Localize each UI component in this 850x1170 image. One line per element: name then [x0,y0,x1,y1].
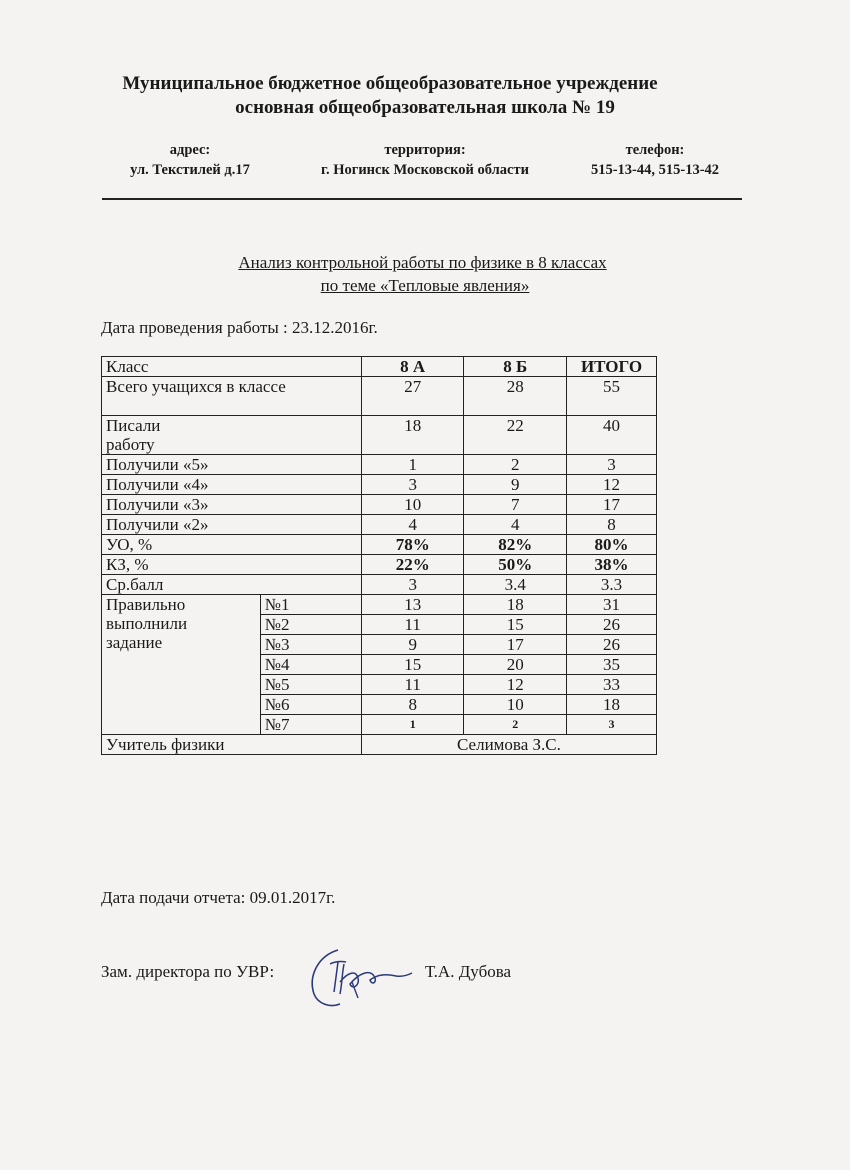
cell-8b: 2 [464,715,567,735]
phone-block [570,140,740,180]
task-number: №3 [260,635,361,655]
cell-8b: 18 [464,595,567,615]
cell-total: 26 [567,635,657,655]
row-label: Всего учащихся в классе [102,377,362,416]
address-label: адрес: [169,142,211,158]
row-label: Получили «2» [102,515,362,535]
table-row [102,535,657,555]
cell-8a: 11 [361,615,464,635]
document-title [0,251,850,297]
cell-8b: 28 [464,377,567,416]
cell-8a: 13 [361,595,464,615]
cell-total: 18 [567,695,657,715]
title-line-2: по теме «Тепловые явления» [320,276,530,295]
table-row [102,515,657,535]
cell-8b: 15 [464,615,567,635]
cell-8b: 82% [464,535,567,555]
cell-total: 26 [567,615,657,635]
address-block [110,140,270,180]
cell-8b: 20 [464,655,567,675]
cell-total: 35 [567,655,657,675]
task-number: №4 [260,655,361,675]
cell-total: 3 [567,455,657,475]
cell-8b: 12 [464,675,567,695]
task-number: №6 [260,695,361,715]
header-cell-8b: 8 Б [464,357,567,377]
cell-total: 55 [567,377,657,416]
signatory-name: Т.А. Дубова [425,962,512,981]
cell-8b: 22 [464,416,567,455]
cell-total: 17 [567,495,657,515]
cell-8a: 1 [361,455,464,475]
title-line-1: Анализ контрольной работы по физике в 8 классах [238,253,607,272]
table-header-row [102,357,657,377]
cell-8a: 22% [361,555,464,575]
phone-value: 515-13-44, 515-13-42 [590,162,720,178]
cell-8a: 11 [361,675,464,695]
cell-8a: 1 [361,715,464,735]
cell-8a: 78% [361,535,464,555]
tasks-label-cell [102,595,261,735]
org-line-1: Муниципальное бюджетное общеобразовательное учреждение [122,73,658,94]
header-divider [102,198,742,200]
cell-total: 38% [567,555,657,575]
row-label: Получили «5» [102,455,362,475]
cell-total: 12 [567,475,657,495]
date-submitted: Дата подачи отчета: 09.01.2017г. [101,888,336,907]
phone-label: телефон: [625,142,685,158]
teacher-label: Учитель физики [102,735,362,755]
cell-8b: 2 [464,455,567,475]
row-label: Получили «4» [102,475,362,495]
cell-8a: 8 [361,695,464,715]
cell-total: 3.3 [567,575,657,595]
cell-8a: 15 [361,655,464,675]
cell-8a: 27 [361,377,464,416]
cell-total: 80% [567,535,657,555]
row-label: КЗ, % [102,555,362,575]
row-label-text: Писали работу [106,416,161,454]
cell-8a: 18 [361,416,464,455]
territory-label: территория: [384,142,466,158]
cell-8b: 17 [464,635,567,655]
cell-8b: 50% [464,555,567,575]
row-label [102,416,362,455]
cell-8a: 9 [361,635,464,655]
cell-total: 33 [567,675,657,695]
table-row [102,475,657,495]
cell-8b: 10 [464,695,567,715]
cell-8b: 7 [464,495,567,515]
cell-total: 31 [567,595,657,615]
cell-total: 3 [567,715,657,735]
cell-8b: 9 [464,475,567,495]
cell-8a: 10 [361,495,464,515]
territory-value: г. Ногинск Московской области [321,162,529,178]
task-number: №2 [260,615,361,635]
row-label: УО, % [102,535,362,555]
teacher-name: Селимова З.С. [361,735,656,755]
results-table [101,356,657,755]
row-label: Ср.балл [102,575,362,595]
table-row [102,595,657,615]
task-number: №1 [260,595,361,615]
org-line-2: основная общеобразовательная школа № 19 [235,97,615,118]
table-row [102,735,657,755]
table-row [102,377,657,416]
cell-8a: 3 [361,475,464,495]
territory-block [300,140,550,180]
tasks-label: Правильно выполнили задание [106,595,188,652]
header-cell-8a: 8 А [361,357,464,377]
signature-role: Зам. директора по УВР: [101,962,275,981]
header-cell-class: Класс [102,357,362,377]
cell-total: 8 [567,515,657,535]
header-cell-total: ИТОГО [567,357,657,377]
date-conducted: Дата проведения работы : 23.12.2016г. [101,318,378,337]
handwritten-signature [300,942,420,1012]
cell-8b: 3.4 [464,575,567,595]
table-row [102,575,657,595]
organization-name [0,72,850,120]
table-row [102,416,657,455]
cell-8b: 4 [464,515,567,535]
task-number: №5 [260,675,361,695]
row-label: Получили «3» [102,495,362,515]
address-value: ул. Текстилей д.17 [130,162,250,178]
cell-8a: 4 [361,515,464,535]
task-number: №7 [260,715,361,735]
cell-total: 40 [567,416,657,455]
table-row [102,455,657,475]
table-row [102,495,657,515]
cell-8a: 3 [361,575,464,595]
table-row [102,555,657,575]
